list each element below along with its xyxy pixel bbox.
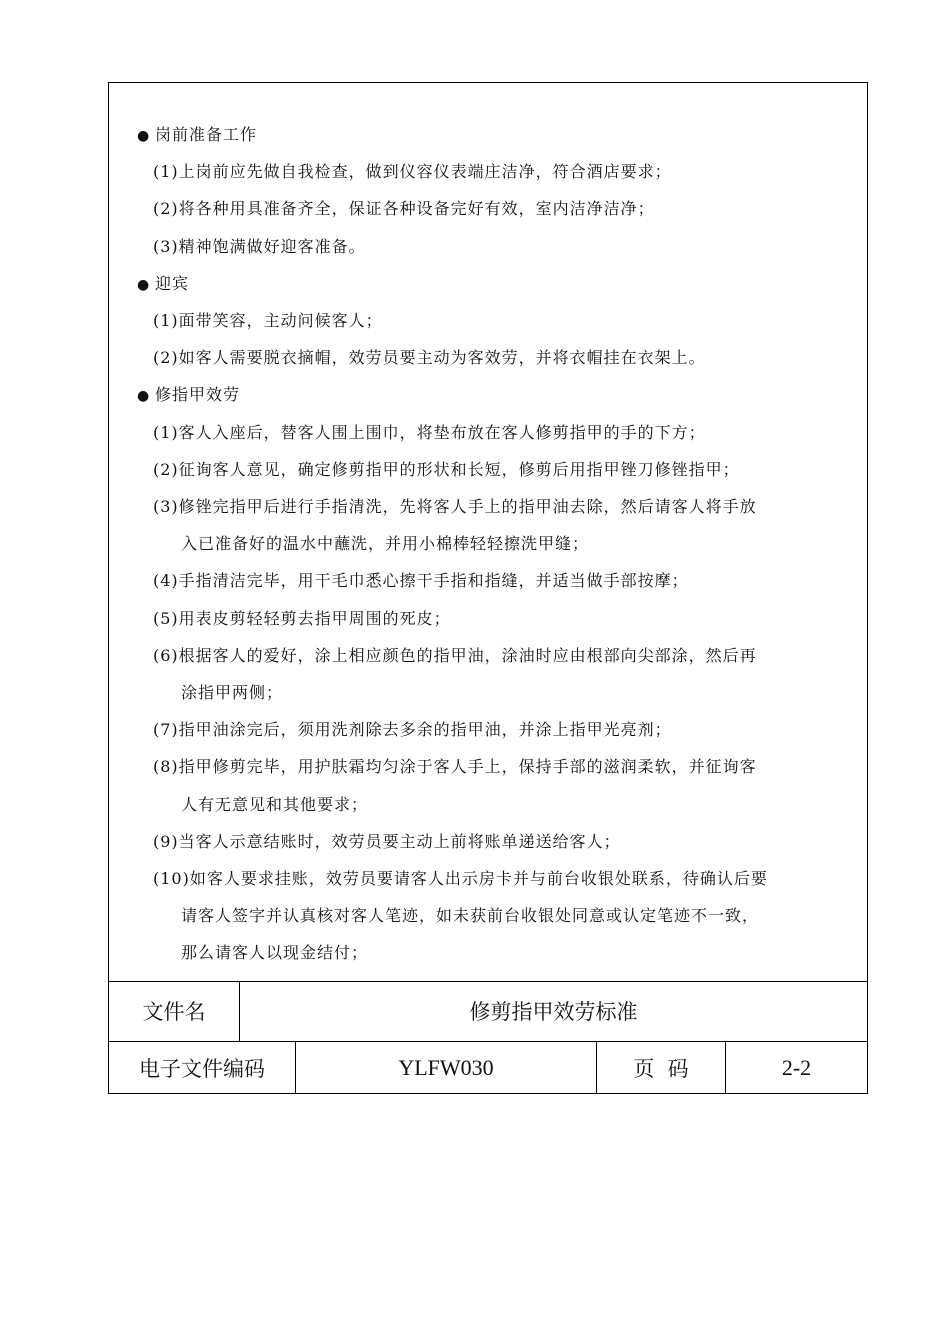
bullet-icon: ● <box>137 388 151 405</box>
list-item-continuation: 涂指甲两侧； <box>181 683 284 702</box>
list-item: (7)指甲油涂完后，须用洗剂除去多余的指甲油，并涂上指甲光亮剂； <box>153 720 672 740</box>
list-item: (9)当客人示意结账时，效劳员要主动上前将账单递送给客人； <box>153 831 621 851</box>
document-frame <box>108 82 868 1094</box>
list-item-continuation: 人有无意见和其他要求； <box>181 794 369 814</box>
list-item: (2)将各种用具准备齐全，保证各种设备完好有效，室内洁净洁净； <box>153 199 655 219</box>
bullet-icon: ● <box>137 276 151 293</box>
section-heading <box>137 274 189 295</box>
document-body <box>109 83 867 981</box>
section-title: 迎宾 <box>155 273 190 293</box>
list-item: (2)如客人需要脱衣摘帽，效劳员要主动为客效劳，并将衣帽挂在衣架上。 <box>153 348 706 368</box>
file-name-label: 文件名 <box>142 1000 206 1024</box>
page-label: 页 码 <box>633 1056 689 1081</box>
code-value: YLFW030 <box>398 1054 494 1080</box>
list-item-continuation: 那么请客人以现金结付； <box>181 943 369 963</box>
section-title: 岗前准备工作 <box>155 125 258 144</box>
code-label: 电子文件编码 <box>139 1056 265 1081</box>
list-item: (6)根据客人的爱好，涂上相应颜色的指甲油，涂油时应由根部向尖部涂，然后再 <box>153 645 757 665</box>
list-item: (8)指甲修剪完毕，用护肤霜均匀涂于客人手上，保持手部的滋润柔软，并征询客 <box>153 757 757 777</box>
list-item: (4)手指清洁完毕，用干毛巾悉心擦干手指和指缝，并适当做手部按摩； <box>153 571 689 591</box>
bullet-icon: ● <box>137 128 151 144</box>
section-heading <box>137 125 257 146</box>
list-item: (1)上岗前应先做自我检查，做到仪容仪表端庄洁净，符合酒店要求； <box>153 162 672 182</box>
list-item: (1)客人入座后，替客人围上围巾，将垫布放在客人修剪指甲的手的下方； <box>153 422 706 442</box>
section-heading <box>137 385 240 406</box>
list-item: (2)征询客人意见，确定修剪指甲的形状和长短，修剪后用指甲锉刀修锉指甲； <box>153 459 740 479</box>
list-item: (5)用表皮剪轻轻剪去指甲周围的死皮； <box>153 608 451 628</box>
list-item-continuation: 请客人签字并认真核对客人笔迹，如未获前台收银处同意或认定笔迹不一致， <box>181 906 760 926</box>
list-item: (3)精神饱满做好迎客准备。 <box>153 236 366 256</box>
list-item: (1)面带笑容，主动问候客人； <box>153 311 383 330</box>
section-title: 修指甲效劳 <box>155 385 241 405</box>
list-item: (3)修锉完指甲后进行手指清洗，先将客人手上的指甲油去除，然后请客人将手放 <box>153 497 757 516</box>
list-item: (10)如客人要求挂账，效劳员要请客人出示房卡并与前台收银处联系，待确认后要 <box>153 869 768 888</box>
file-name-value: 修剪指甲效劳标准 <box>469 1000 638 1024</box>
list-item-continuation: 入已准备好的温水中蘸洗，并用小棉棒轻轻擦洗甲缝； <box>181 534 590 554</box>
page-value: 2-2 <box>781 1054 812 1080</box>
